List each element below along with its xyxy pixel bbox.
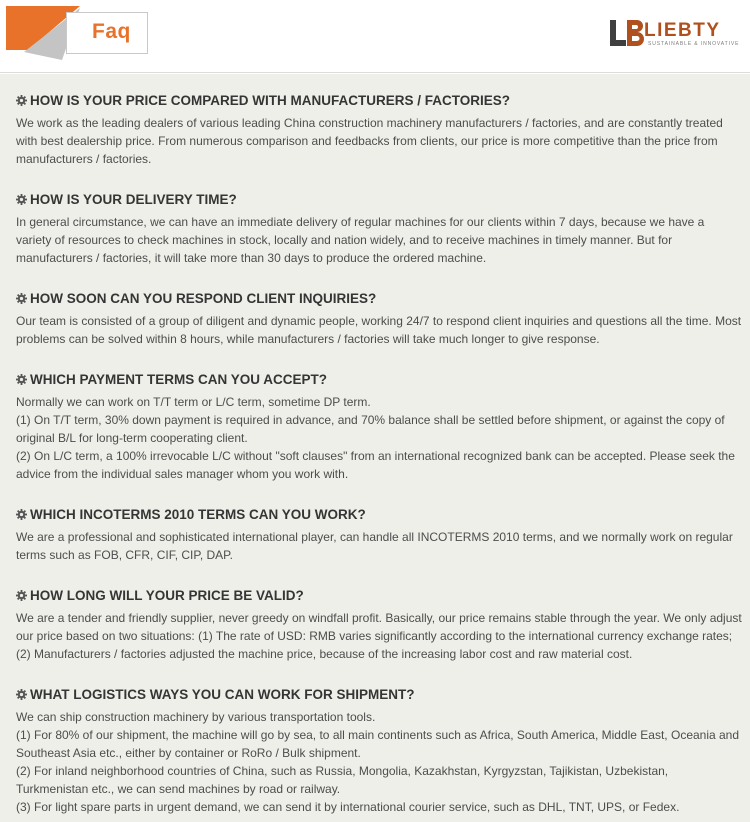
gear-icon: [16, 293, 27, 304]
header-divider: [0, 72, 750, 73]
faq-item: [16, 686, 742, 816]
faq-answer-line: (2) Manufacturers / factories adjusted the machine price, because of the increasing labor cost and raw material cost.: [16, 647, 633, 661]
gear-icon: [16, 194, 27, 205]
faq-question: [16, 371, 742, 387]
faq-question-text: HOW LONG WILL YOUR PRICE BE VALID?: [30, 587, 304, 603]
faq-answer: [16, 312, 742, 348]
gear-icon: [16, 689, 27, 700]
faq-answer-line: In general circumstance, we can have an immediate delivery of regular machines for our clients within 7 days, because we have a variety of resources to check machines in stock, locally and nation widely, and to receive machines in timely manner. But for manufacturers / factories, it will take more than 30 days to produce the ordered machine.: [16, 215, 705, 265]
faq-answer-line: Our team is consisted of a group of diligent and dynamic people, working 24/7 to respond client inquiries and questions all the time. Most problems can be solved within 8 hours, while manufacturers / factories will take much longer to give response.: [16, 314, 742, 346]
logo-tagline: SUSTAINABLE & INNOVATIVE: [648, 41, 740, 47]
faq-answer-line: (2) On L/C term, a 100% irrevocable L/C without "soft clauses" from an international recognized bank can be accepted. Please seek the advice from the individual sales manager whom you work with.: [16, 449, 735, 481]
faq-question: [16, 92, 742, 108]
gear-icon: [16, 590, 27, 601]
faq-answer-line: We work as the leading dealers of various leading China construction machinery manufacturers / factories, and are constantly treated with best dealership price. From numerous comparison and feedbacks from clients, our price is more competitive than the price from manufacturers / factories.: [16, 116, 723, 166]
faq-answer: [16, 213, 742, 267]
faq-answer-line: (3) For light spare parts in urgent demand, we can send it by international courier service, such as DHL, TNT, UPS, or Fedex.: [16, 800, 680, 814]
page-header: [0, 0, 750, 62]
faq-question-text: HOW IS YOUR DELIVERY TIME?: [30, 191, 237, 207]
faq-answer-line: (2) For inland neighborhood countries of China, such as Russia, Mongolia, Kazakhstan, Kyrgyzstan, Tajikistan, Uzbekistan, Turkmenistan etc., we can send machines by road or railway.: [16, 764, 669, 796]
faq-answer-line: (1) On T/T term, 30% down payment is required in advance, and 70% balance shall be settled before shipment, or against the copy of original B/L for long-term cooperating client.: [16, 413, 725, 445]
faq-question-text: HOW SOON CAN YOU RESPOND CLIENT INQUIRIES?: [30, 290, 377, 306]
faq-answer-line: (1) For 80% of our shipment, the machine will go by sea, to all main continents such as Africa, South America, Middle East, Oceania and Southeast Asia etc., either by container or RoRo / Bulk shipment.: [16, 728, 740, 760]
faq-answer: [16, 393, 742, 483]
faq-list: [0, 74, 750, 816]
gear-icon: [16, 374, 27, 385]
faq-answer: [16, 114, 742, 168]
faq-answer-line: Normally we can work on T/T term or L/C term, sometime DP term.: [16, 395, 371, 409]
faq-answer: [16, 708, 742, 816]
faq-question: [16, 506, 742, 522]
faq-question: [16, 290, 742, 306]
faq-question-text: WHICH PAYMENT TERMS CAN YOU ACCEPT?: [30, 371, 328, 387]
faq-question-text: HOW IS YOUR PRICE COMPARED WITH MANUFACTURERS / FACTORIES?: [30, 92, 511, 108]
faq-answer: [16, 528, 742, 564]
gear-icon: [16, 509, 27, 520]
faq-item: [16, 371, 742, 483]
faq-answer-line: We can ship construction machinery by various transportation tools.: [16, 710, 376, 724]
faq-question-text: WHAT LOGISTICS WAYS YOU CAN WORK FOR SHIPMENT?: [30, 686, 415, 702]
faq-answer-line: We are a professional and sophisticated international player, can handle all INCOTERMS 2010 terms, and we normally work on regular terms such as FOB, CFR, CIF, CIP, DAP.: [16, 530, 733, 562]
faq-item: [16, 290, 742, 348]
logo-wordmark: LIEBTY: [644, 20, 721, 41]
faq-question: [16, 191, 742, 207]
faq-question: [16, 686, 742, 702]
faq-answer: [16, 609, 742, 663]
faq-question: [16, 587, 742, 603]
faq-question-text: WHICH INCOTERMS 2010 TERMS CAN YOU WORK?: [30, 506, 366, 522]
gear-icon: [16, 95, 27, 106]
faq-content: [0, 74, 750, 822]
faq-item: [16, 587, 742, 663]
faq-item: [16, 92, 742, 168]
section-title: Faq: [92, 20, 131, 43]
faq-answer-line: We are a tender and friendly supplier, never greedy on windfall profit. Basically, our price remains stable through the year. We only adjust our price based on two situations: (1) The rate of USD: RMB varies significantly according to the international currency exchange rates;: [16, 611, 742, 643]
faq-item: [16, 191, 742, 267]
faq-item: [16, 506, 742, 564]
